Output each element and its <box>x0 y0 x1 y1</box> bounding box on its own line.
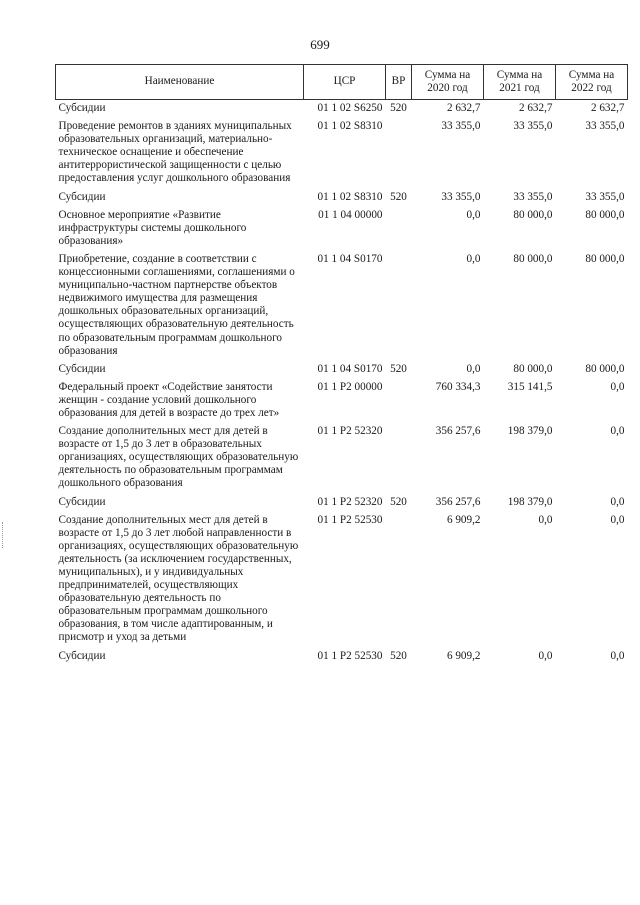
row-vr: 520 <box>390 362 407 375</box>
row-sum-2021: 80 000,0 <box>513 362 553 375</box>
row-sum-2022: 33 355,0 <box>585 190 625 203</box>
row-sum-2020: 2 632,7 <box>446 102 481 114</box>
row-sum-2021: 0,0 <box>538 649 553 662</box>
table-row <box>56 207 628 251</box>
row-vr <box>386 379 412 423</box>
row-csr: 01 1 02 S8310 <box>317 190 383 203</box>
row-sum-2020: 6 909,2 <box>446 649 481 662</box>
header-sum-2022: Сумма на 2022 год <box>556 65 628 100</box>
header-name: Наименование <box>56 65 304 100</box>
row-vr: 520 <box>390 190 407 203</box>
row-vr: 520 <box>390 649 407 662</box>
row-sum-2022: 80 000,0 <box>585 252 625 265</box>
header-csr: ЦСР <box>304 65 386 100</box>
row-csr: 01 1 P2 00000 <box>317 380 383 393</box>
row-vr <box>386 118 412 188</box>
row-sum-2020: 356 257,6 <box>435 495 481 508</box>
row-name: Создание дополнительных мест для детей в возрасте от 1,5 до 3 лет любой направленности в организациях, осуществляющих образовательную деятельность (за исключением государственных, муниципальных), и у индивидуальных предпринимателей, осуществляющих образовательную деятельность по образовательным программам дошкольного образования, в том числе адаптированным, и присмотр и уход за детьми <box>58 513 299 644</box>
row-name: Создание дополнительных мест для детей в возрасте от 1,5 до 3 лет в образовательных организациях, осуществляющих образовательную деятельность по образовательным программам дошкольного образования <box>58 425 299 490</box>
table-row <box>56 379 628 423</box>
row-csr: 01 1 P2 52320 <box>317 425 383 438</box>
row-csr: 01 1 P2 52530 <box>317 513 383 526</box>
row-sum-2021: 2 632,7 <box>518 102 553 114</box>
row-sum-2022: 80 000,0 <box>585 362 625 375</box>
row-sum-2020: 0,0 <box>466 252 481 265</box>
table-header <box>56 65 628 100</box>
table-row <box>56 251 628 361</box>
row-vr <box>386 251 412 361</box>
table-row <box>56 423 628 493</box>
row-sum-2020: 356 257,6 <box>435 425 481 438</box>
row-name: Субсидии <box>58 362 106 375</box>
table-row <box>56 189 628 207</box>
row-csr: 01 1 P2 52530 <box>317 649 383 662</box>
row-name: Субсидии <box>58 102 106 114</box>
row-sum-2022: 2 632,7 <box>590 102 625 114</box>
table-row <box>56 512 628 648</box>
header-sum-2021: Сумма на 2021 год <box>484 65 556 100</box>
row-sum-2022: 0,0 <box>610 495 625 508</box>
row-sum-2021: 198 379,0 <box>507 495 553 508</box>
row-csr: 01 1 P2 52320 <box>317 495 383 508</box>
row-csr: 01 1 04 00000 <box>318 208 383 221</box>
row-vr <box>386 207 412 251</box>
table-row <box>56 100 628 119</box>
row-sum-2020: 33 355,0 <box>441 190 481 203</box>
budget-table <box>55 64 628 666</box>
row-sum-2020: 0,0 <box>466 362 481 375</box>
row-name: Федеральный проект «Содействие занятости женщин - создание условий дошкольного образования для детей в возрасте до трех лет» <box>58 380 280 419</box>
table-row <box>56 361 628 379</box>
row-sum-2022: 80 000,0 <box>585 208 625 221</box>
row-sum-2020: 6 909,2 <box>446 513 481 526</box>
row-sum-2021: 80 000,0 <box>513 208 553 221</box>
row-name: Приобретение, создание в соответствии с концессионными соглашениями, соглашениями о муниципально-частном партнерстве объектов недвижимого имущества для размещения дошкольных образовательных организаций, осуществляющих образовательную деятельность по образовательным программам дошкольного образования <box>58 252 295 357</box>
scan-edge-mark <box>2 522 6 548</box>
row-csr: 01 1 02 S8310 <box>317 120 383 133</box>
row-sum-2020: 33 355,0 <box>441 120 481 133</box>
row-vr <box>386 423 412 493</box>
row-csr: 01 1 02 S6250 <box>317 102 383 114</box>
row-sum-2022: 0,0 <box>610 425 625 438</box>
row-vr <box>386 512 412 648</box>
row-csr: 01 1 04 S0170 <box>317 252 383 265</box>
table-row <box>56 494 628 512</box>
row-sum-2020: 0,0 <box>466 208 481 221</box>
row-sum-2021: 33 355,0 <box>513 120 553 133</box>
row-name: Проведение ремонтов в зданиях муниципальных образовательных организаций, материально-техническое оснащение и обеспечение антитеррористической защищенности с целью предоставления услуг дошкольного образования <box>58 120 292 185</box>
row-sum-2021: 0,0 <box>538 513 553 526</box>
row-sum-2022: 0,0 <box>610 649 625 662</box>
row-vr: 520 <box>390 102 407 114</box>
row-name: Субсидии <box>58 190 106 203</box>
row-csr: 01 1 04 S0170 <box>317 362 383 375</box>
table-row <box>56 118 628 188</box>
row-vr: 520 <box>390 495 407 508</box>
row-sum-2022: 33 355,0 <box>585 120 625 133</box>
row-sum-2022: 0,0 <box>610 513 625 526</box>
header-vr: ВР <box>386 65 412 100</box>
row-sum-2021: 315 141,5 <box>507 380 553 393</box>
row-name: Субсидии <box>58 649 106 662</box>
row-name: Основное мероприятие «Развитие инфраструктуры системы дошкольного образования» <box>58 208 247 247</box>
table-row <box>56 648 628 666</box>
row-sum-2021: 33 355,0 <box>513 190 553 203</box>
row-sum-2022: 0,0 <box>610 380 625 393</box>
row-name: Субсидии <box>58 495 106 508</box>
page-number: 699 <box>310 37 330 52</box>
row-sum-2021: 198 379,0 <box>507 425 553 438</box>
row-sum-2020: 760 334,3 <box>435 380 481 393</box>
header-sum-2020: Сумма на 2020 год <box>412 65 484 100</box>
row-sum-2021: 80 000,0 <box>513 252 553 265</box>
